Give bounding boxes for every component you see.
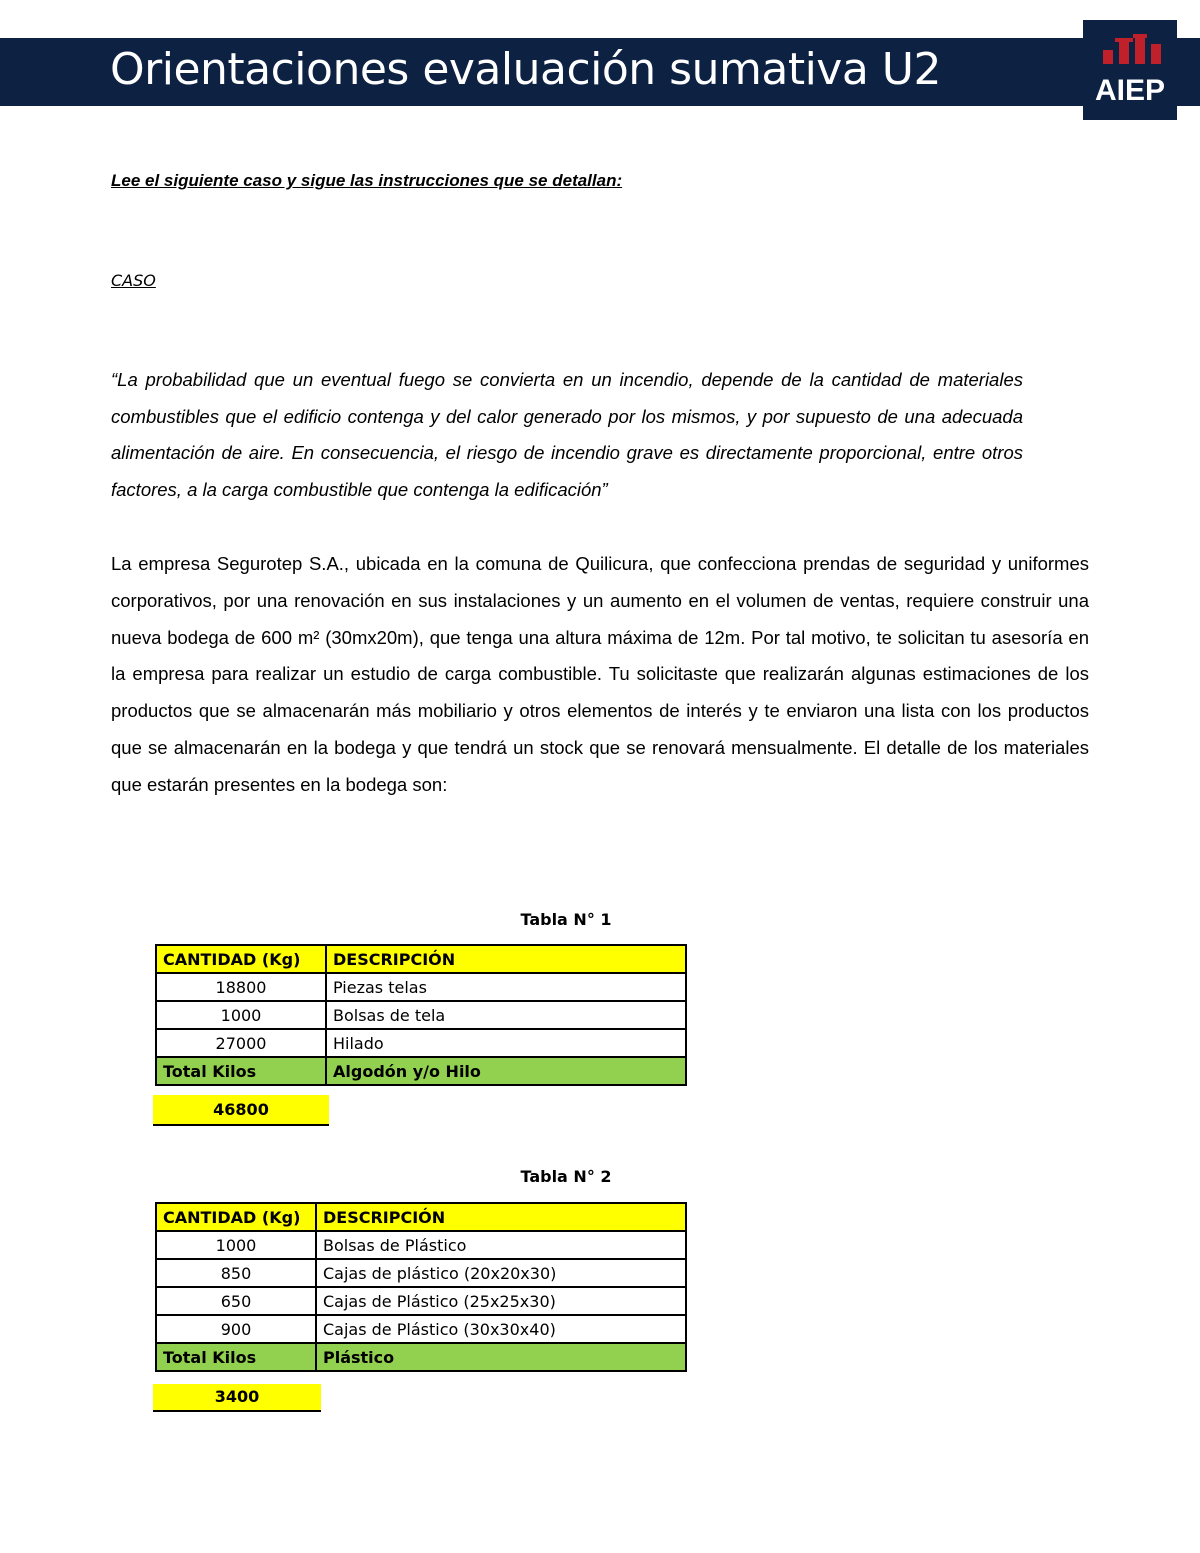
table-1-grand-total: 46800 [153, 1095, 329, 1126]
case-body: La empresa Segurotep S.A., ubicada en la comuna de Quilicura, que confecciona prendas de seguridad y uniformes corporativos, por una renovación en sus instalaciones y un aumento en el volumen de ventas, requiere construir una nueva bodega de 600 m² (30mx20m), que tenga una altura máxima de 12m. Por tal motivo, te solicitan tu asesoría en la empresa para realizar un estudio de carga combustible. Tu solicitaste que realizarán algunas estimaciones de los productos que se almacenarán más mobiliario y otros elementos de interés y te enviaron una lista con los productos que se almacenarán en la bodega y que tendrá un stock que se renovará mensualmente. El detalle de los materiales que estarán presentes en la bodega son: [111, 553, 1089, 795]
table-row [156, 1231, 686, 1259]
table-row [156, 1259, 686, 1287]
total-desc: Algodón y/o Hilo [326, 1057, 686, 1085]
table-row [156, 973, 686, 1001]
table-row [156, 1029, 686, 1057]
desc-cell: Bolsas de Plástico [316, 1231, 686, 1259]
column-header-qty: CANTIDAD (Kg) [156, 1203, 316, 1231]
table-row [156, 1287, 686, 1315]
qty-cell: 850 [156, 1259, 316, 1287]
total-row [156, 1057, 686, 1085]
desc-cell: Cajas de Plástico (25x25x30) [316, 1287, 686, 1315]
table-row [156, 1001, 686, 1029]
table-2-grand-total: 3400 [153, 1384, 321, 1412]
table-header-row [156, 945, 686, 973]
case-quote: “La probabilidad que un eventual fuego se convierta en un incendio, depende de la cantidad de materiales combustibles que el edificio contenga y del calor generado por los mismos, y por supuesto de una adecuada alimentación de aire. En consecuencia, el riesgo de incendio grave es directamente proporcional, entre otros factores, a la carga combustible que contenga la edificación” [111, 369, 1023, 500]
desc-cell: Cajas de plástico (20x20x30) [316, 1259, 686, 1287]
qty-cell: 650 [156, 1287, 316, 1315]
column-header-desc: DESCRIPCIÓN [326, 945, 686, 973]
qty-cell: 1000 [156, 1001, 326, 1029]
desc-cell: Cajas de Plástico (30x30x40) [316, 1315, 686, 1343]
qty-cell: 1000 [156, 1231, 316, 1259]
table-1-title: Tabla N° 1 [520, 910, 612, 929]
aiep-logo [1083, 20, 1177, 120]
desc-cell: Bolsas de tela [326, 1001, 686, 1029]
table-2 [155, 1202, 687, 1372]
total-desc: Plástico [316, 1343, 686, 1371]
case-label: CASO [111, 271, 156, 290]
desc-cell: Piezas telas [326, 973, 686, 1001]
table-1 [155, 944, 687, 1086]
table-2-title: Tabla N° 2 [520, 1167, 612, 1186]
qty-cell: 27000 [156, 1029, 326, 1057]
table-header-row [156, 1203, 686, 1231]
column-header-qty: CANTIDAD (Kg) [156, 945, 326, 973]
logo-text: AIEP [1094, 74, 1166, 107]
qty-cell: 18800 [156, 973, 326, 1001]
table-row [156, 1315, 686, 1343]
instructions-heading: Lee el siguiente caso y sigue las instrucciones que se detallan: [111, 171, 623, 190]
desc-cell: Hilado [326, 1029, 686, 1057]
total-row [156, 1343, 686, 1371]
column-header-desc: DESCRIPCIÓN [316, 1203, 686, 1231]
total-label: Total Kilos [156, 1343, 316, 1371]
logo-mark-icon [1083, 20, 1177, 80]
page-title: Orientaciones evaluación sumativa U2 [110, 44, 941, 95]
total-label: Total Kilos [156, 1057, 326, 1085]
qty-cell: 900 [156, 1315, 316, 1343]
